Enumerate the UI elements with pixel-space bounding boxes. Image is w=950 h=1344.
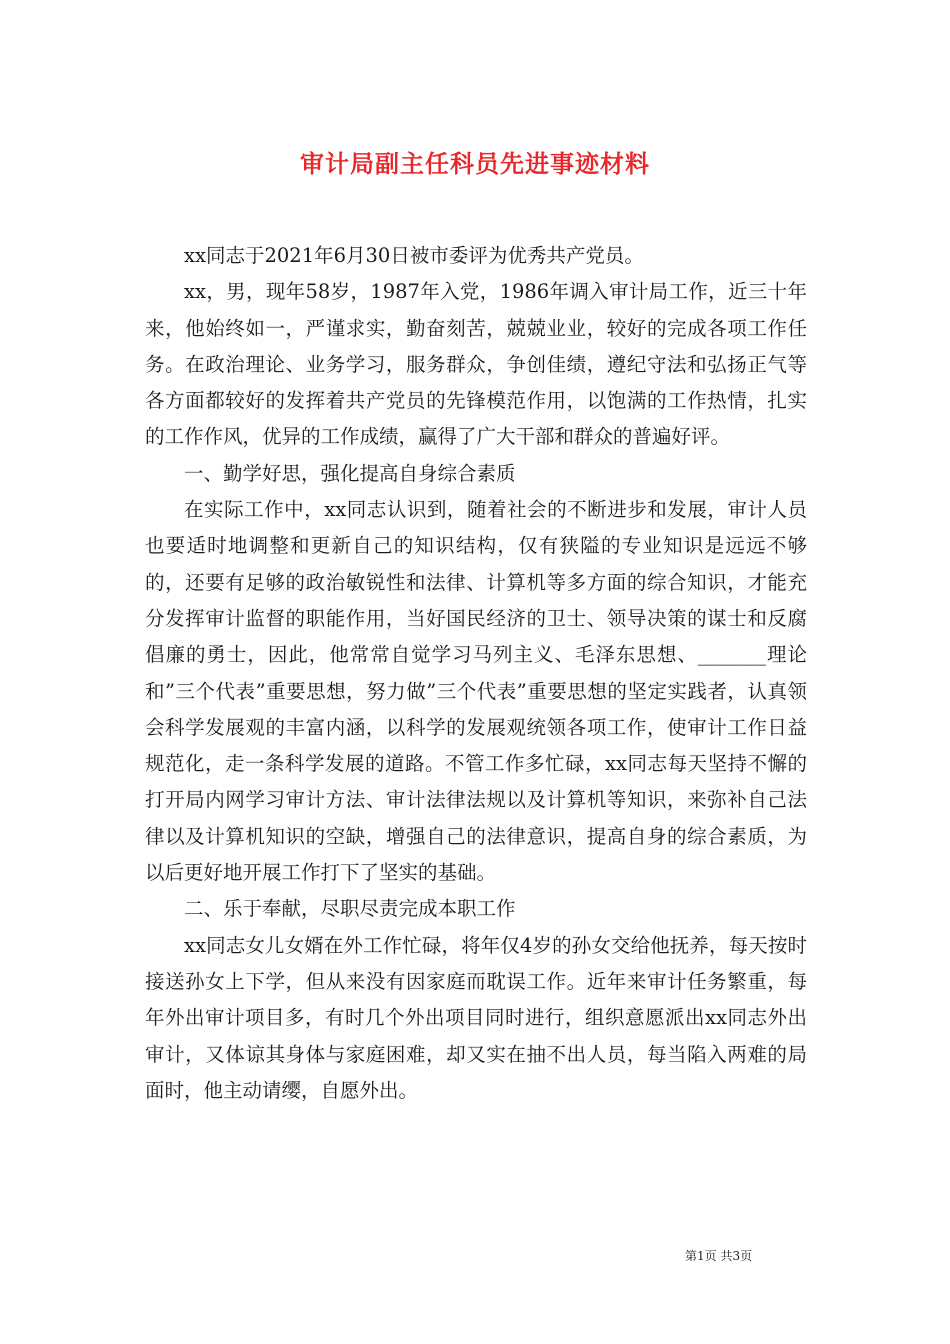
section-heading-2: 二、乐于奉献，尽职尽责完成本职工作 <box>184 897 516 921</box>
paragraph-award: xx同志于2021年6月30日被市委评为优秀共产党员。 <box>184 244 644 267</box>
section-heading-1: 一、勤学好思，强化提高自身综合素质 <box>184 461 516 485</box>
paragraph-study: 在实际工作中，xx同志认识到，随着社会的不断进步和发展，审计人员也要适时地调整和更新自己的知识结构，仅有狭隘的专业知识是远远不够的，还要有足够的政治敏锐性和法律、计算机等多方面的综合知识，才能充分发挥审计监督的职能作用，当好国民经济的卫士、领导决策的谋士和反腐倡廉的勇士，因此，他常常自觉学习马列主义、毛泽东思想、_______理论和”三个代表”重要思想，努力做”三个代表”重要思想的坚定实践者，认真领会科学发展观的丰富内涵，以科学的发展观统领各项工作，使审计工作日益规范化，走一条科学发展的道路。不管工作多忙碌，xx同志每天坚持不懈的打开局内网学习审计方法、审计法律法规以及计算机等知识，来弥补自己法律以及计算机知识的空缺，增强自己的法律意识，提高自身的综合素质，为以后更好地开展工作打下了坚实的基础。 <box>145 498 807 885</box>
document-body <box>145 238 807 1109</box>
paragraph-dedication: xx同志女儿女婿在外工作忙碌，将年仅4岁的孙女交给他抚养，每天按时接送孙女上下学，但从来没有因家庭而耽误工作。近年来审计任务繁重，每年外出审计项目多，有时几个外出项目同时进行，组织意愿派出xx同志外出审计，又体谅其身体与家庭困难，却又实在抽不出人员，每当陷入两难的局面时，他主动请缨，自愿外出。 <box>145 933 807 1102</box>
document-title: 审计局副主任科员先进事迹材料 <box>300 149 650 179</box>
paragraph-profile: xx，男，现年58岁，1987年入党，1986年调入审计局工作，近三十年来，他始终如一，严谨求实，勤奋刻苦，兢兢业业，较好的完成各项工作任务。在政治理论、业务学习，服务群众，争创佳绩，遵纪守法和弘扬正气等各方面都较好的发挥着共产党员的先锋模范作用，以饱满的工作热情，扎实的工作作风，优异的工作成绩，赢得了广大干部和群众的普遍好评。 <box>145 280 807 449</box>
page-indicator: 第1页 共3页 <box>685 1249 753 1263</box>
